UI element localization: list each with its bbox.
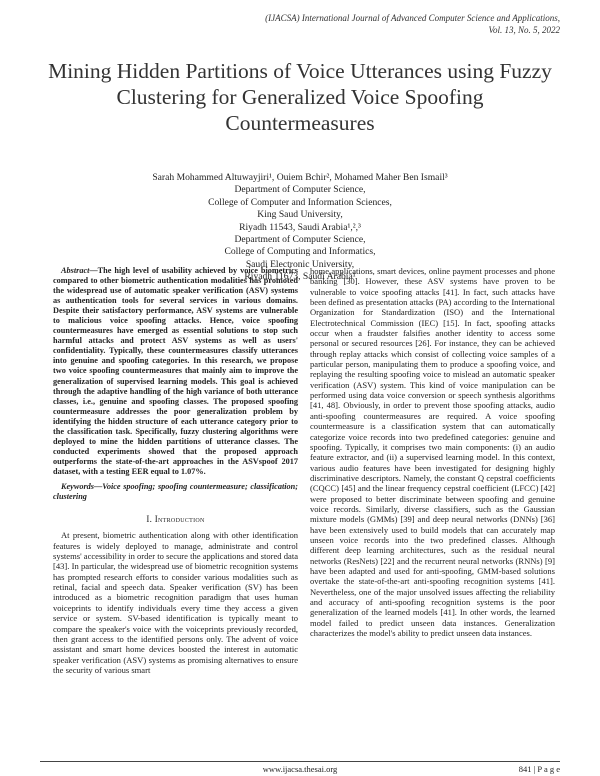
abstract-label: Abstract — [61, 266, 90, 275]
right-column-paragraph: home applications, smart devices, online payment processes and phone banking [30]. However, these ASV systems have proven to be vulnerable to voice spoofing attacks [41]. In fact, such attacks have been defined as presentation attacks (PA) according to the International Organization for Standardization (ISO) and the International Electrotechnical Commission (IEC) [15]. In fact, spoofing attacks occur when a fraudster falsifies another identity to access some personal or secured resources [26]. For instance, they can be achieved through replay attacks which consist of collecting voice samples of a particular person, manipulating them to produce a spoofing voice, and replaying the resulting spoofing voice to mislead an automatic speaker verification (ASV) system. This kind of voice manipulation can be performed using data voice conversion or speech synthesis algorithms [41, 48]. Obviously, in order to prevent those spoofing attacks, audio anti-spoofing countermeasures are required. A voice spoofing countermeasure is a classification system that can automatically categorize voice records into two predefined categories: genuine and spoofing. Typically, it comprises two main components: (i) an audio feature extractor, and (ii) a supervised learning model. In this context, various audio features have been investigated for designing highly discriminative descriptors. Namely, the constant Q cepstral coefficients (CQCC) [45] and the linear frequency cepstral coefficient (LFCC) [42] were proposed to better discriminate between spoofing and genuine voice records. Similarly, diverse classifiers, such as the Gaussian mixture models (GMMs) [39] and deep neural networks (DNNs) [36] have been extensively used to build models that can accurately map unseen voice records into the two predefined classes. Although different deep learning architectures, such as the residual neural networks (ResNets) [22] and the recurrent neural networks (RNNs) [9] have been adapted and used for anti-spoofing, GMM-based solutions overtake the state-of-the-art anti-spoofing recognition systems [41]. Nevertheless, one of the major unsolved issues affecting the reliability and accuracy of anti-spoofing recognition systems is the poor generalization of the learned models [41]. In other words, the learned model failed to predict unseen data instances. Generalization characterizes the model's ability to predict unseen data instances. — [310, 266, 555, 639]
journal-name: (IJACSA) International Journal of Advanced Computer Science and Applications, — [265, 13, 560, 23]
section-heading — [53, 514, 298, 524]
footer-divider — [40, 761, 560, 762]
section-number: I. — [146, 514, 153, 525]
keywords — [53, 482, 298, 502]
affiliation-2-line: College of Computing and Informatics, — [224, 246, 376, 258]
paper-title: Mining Hidden Partitions of Voice Utterances using Fuzzy Clustering for Generalized Voice Spoofing Countermeasures — [48, 59, 552, 135]
abstract — [53, 266, 298, 477]
journal-header — [140, 13, 560, 36]
affiliation-1-line: Department of Computer Science, — [234, 184, 366, 196]
affiliation-1-line: King Saud University, — [257, 209, 343, 221]
page-number: 841 | P a g e — [518, 764, 560, 774]
footer-url: www.ijacsa.thesai.org — [262, 764, 338, 774]
left-column — [53, 266, 298, 675]
affiliation-2-line: Department of Computer Science, — [234, 234, 366, 246]
right-column — [310, 266, 555, 638]
author-names: Sarah Mohammed Altuwayjiri¹, Ouiem Bchir², Mohamed Maher Ben Ismail³ — [152, 172, 448, 183]
keywords-label: Keywords — [61, 481, 94, 491]
intro-paragraph: At present, biometric authentication along with other identification features is widely deployed to manage, administrate and control systems' accessibility in order to secure the applications and stored data [43]. In particular, the widespread use of biometric recognition systems has prompted research efforts to consider various modalities such as retinal, facial and speech data. Speaker verification (SV) has been introduced as a biometric recognition paradigm that uses human voiceprints to identify individuals every time they access a given service or system. SV-based identification is typically meant to compare the speaker's voice with the voiceprints previously recorded, then grant access to the identified persons only. The advent of voice assistant and smart home devices boosted the interest in automatic speaker verification (ASV) systems as promising alternatives to ensure the security of various smart — [53, 530, 298, 675]
keywords-text: —Voice spoofing; spoofing countermeasure; classification; clustering — [53, 481, 298, 502]
journal-volume: Vol. 13, No. 5, 2022 — [488, 24, 560, 35]
section-title: Introduction — [154, 514, 205, 525]
affiliation-1-line: College of Computer and Information Sciences, — [208, 196, 392, 208]
affiliation-1-line: Riyadh 11543, Saudi Arabia¹,²,³ — [239, 221, 361, 233]
affiliation-2-line: Riyadh 11673, Saudi Arabia¹ — [244, 271, 356, 283]
affiliation-2-line: Saudi Electronic University, — [245, 258, 355, 270]
abstract-text: —The high level of usability achieved by voice biometrics compared to other biometric authentication modalities has promoted the widespread use of automatic speaker verification (ASV) systems as authentication tools for several services in various domains. Despite their satisfactory performance, ASV systems are vulnerable to malicious voice spoofing attacks. Hence, voice spoofing countermeasures have emerged as essential solutions to stop such harmful attacks and protect ASV systems as well as users' confidentiality. Typically, these countermeasures classify utterances into genuine and spoofing categories. In this research, we propose two voice spoofing countermeasures that mainly aim to improve the generalization of supervised learning models. This goal is achieved through the adaptive handling of the high variance of both utterance classes, i.e., genuine and spoofing classes. The proposed spoofing countermeasure addresses the poor generalization problem by identifying the hidden structure of each utterance category prior to the classification task. Specifically, fuzzy clustering algorithms were deployed to mine the hidden partitions of utterance classes. The conducted experiments showed that the proposed approach outperforms the state-of-the-art approaches in the ASVspoof 2017 dataset, with a testing EER equal to 1.07%. — [53, 266, 298, 476]
